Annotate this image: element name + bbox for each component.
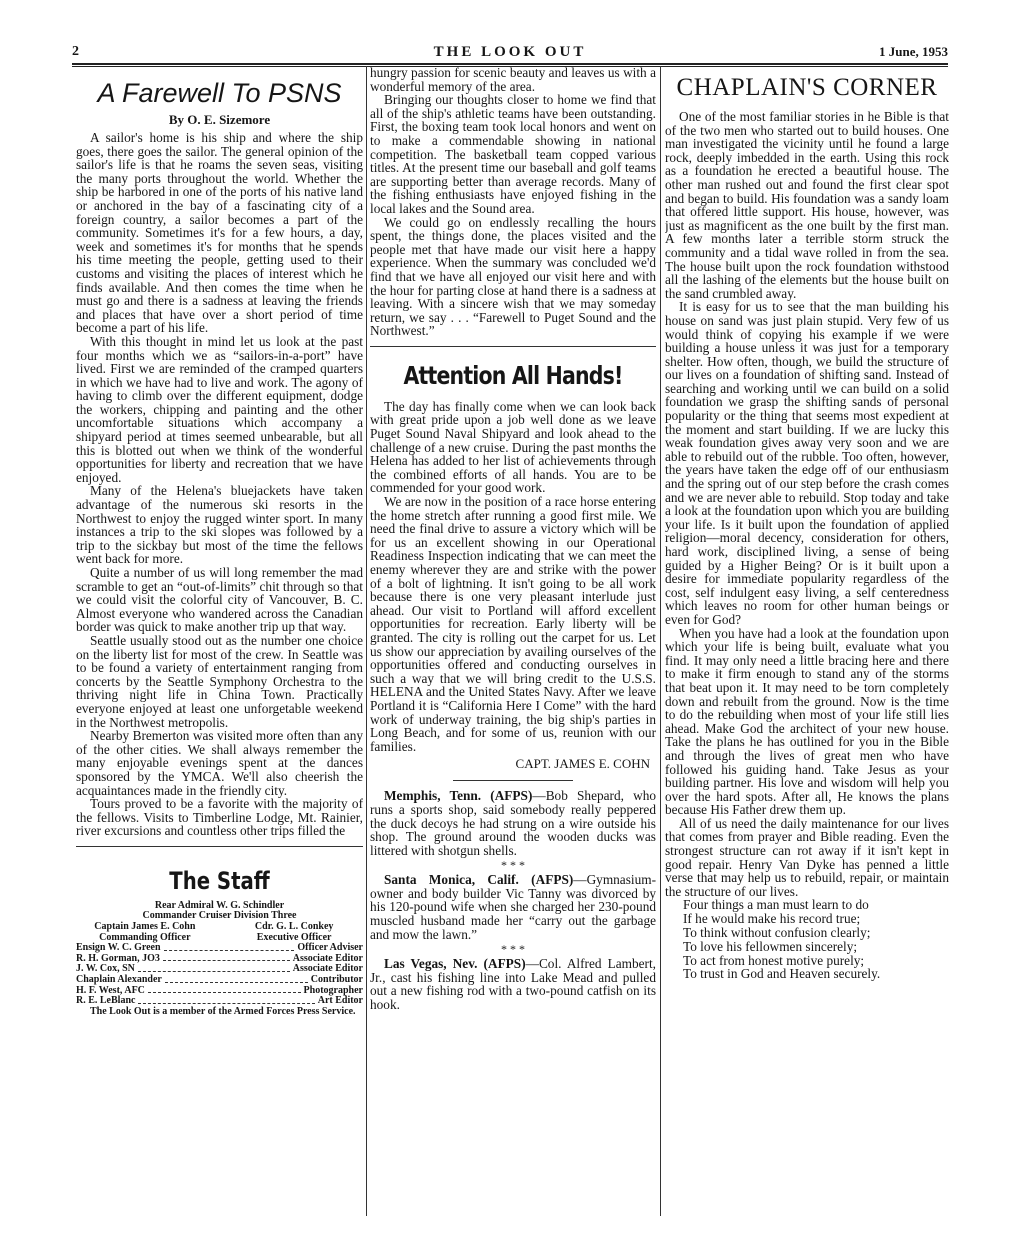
farewell-byline: By O. E. Sizemore (168, 112, 271, 127)
staff-listing: R. H. Gorman, JO3 Associate Editor (76, 952, 363, 964)
column-rule-2 (660, 66, 661, 1216)
farewell-continued: Bringing our thoughts closer to home we find that all of the ship's athletic teams have been outstanding. First, the boxing team took local honors and went on to make a commendable showing in national competition. The basketball team copped various titles. At the present time our baseball and golf teams are supporting better than average records. Many of the fishing enthusiasts have enjoyed fishing in the local lakes and the Sound area. (370, 92, 656, 216)
poem-line: Four things a man must learn to do (683, 897, 869, 913)
farewell-paragraph: Many of the Helena's bluejackets have taken advantage of the numerous ski resorts in the Northwest to enjoy the rugged winter sport. In many instances a trip to the ski slopes was followed by a trip to the sickbay but most of the time the fellows went back for more. (76, 483, 363, 567)
farewell-headline: A Farewell To PSNS (97, 78, 342, 108)
poem-line: If he would make his record true; (683, 911, 861, 927)
staff-listing: H. F. West, AFC Photographer (76, 984, 363, 996)
staff-listing: Chaplain Alexander Contributor (76, 974, 363, 986)
staff-listing: J. W. Cox, SN Associate Editor (76, 963, 363, 975)
header-rule (72, 63, 948, 65)
chaplain-paragraph: All of us need the daily maintenance for our lives that comes from prayer and Bible reading. Even the strongest structure can rot away if it isn't kept in good repair. Henry Van Dyke has penned a little verse that may help us to rebuild, repair, or maintain the structure of our lives. (665, 815, 949, 899)
staff-row: Rear Admiral W. G. Schindler (154, 899, 285, 911)
staff-headline: The Staff (169, 866, 270, 895)
staff-row: Captain James E. Cohn Cdr. G. L. Conkey (94, 921, 334, 933)
chaplain-paragraph: One of the most familiar stories in he Bible is that of the two men who started out to build houses. One man investigated the vicinity until he found a large rock, deeply imbedded in the earth. Using this rock as a foundation he erected a beautiful house. The other man rushed out and found the first clear spot and began to build. His foundation was a sandy loam that offered little support. His house, however, was just as magnificent as the one built by the first man. A few months later a terrible storm struck the community and a tidal wave rolled in from the sea. The house built upon the rock foundation withstood all the lashing of the elements but the house built on the sand crumbled away. (665, 109, 949, 301)
poem-line: To think without confusion clearly; (683, 925, 871, 941)
attention-signature: CAPT. JAMES E. COHN (515, 756, 650, 772)
farewell-paragraph: With this thought in mind let us look at the past four months which we as “sailors-in-a-port” have lived. First we are reminded of the cramped quarters in which we have had to live and work. The agony of having to climb over the different equipment, dodge the workers, chipping and painting and the other uncomfortable situations which accompany a shipyard period at times seemed unbearable, but all this is blotted out when we think of the wonderful opportunities for liberty and recreation that we have enjoyed. (76, 333, 363, 485)
column-1 (76, 66, 363, 1216)
staff-row: Commander Cruiser Division Three (142, 910, 297, 922)
staff-listing: R. E. LeBlanc Art Editor (76, 995, 363, 1007)
separator (453, 780, 573, 781)
stars-divider: * * * (501, 858, 525, 873)
column-rule-1 (366, 66, 367, 1216)
farewell-paragraph: A sailor's home is his ship and where the ship goes, there goes the sailor. The general opinion of the sailor's life is that he roams the seven seas, visiting the many ports throughout the world. Whether the ship be harbored in one of the ports of his native land or anchored in the bay of a fascinating city of a foreign country, a sailor becomes a part of the community. Sometimes it's for a few hours, a day, week and sometimes it's for months that he spends his time meeting the people, getting used to their customs and visiting the places of interest which he finds available. And then comes the time when he must go and there is a sadness at leaving the friends and places that have over a short period of time become a part of his life. (76, 130, 363, 336)
farewell-paragraph: Seattle usually stood out as the number one choice on the liberty list for most of the crew. In Seattle was to be found a variety of entertainment ranging from concerts by the Seattle Symphony Orchestra to the thriving night life in China Town. Practically everyone enjoyed at least one unforgetable weekend in the Northwest metropolis. (76, 632, 363, 730)
poem-line: To act from honest motive purely; (683, 952, 865, 968)
poem-line: To trust in God and Heaven securely. (683, 966, 881, 982)
page-header (72, 44, 948, 64)
poem-line: To love his fellowmen sincerely; (683, 938, 858, 954)
masthead-title: THE LOOK OUT (433, 44, 587, 60)
farewell-paragraph: Tours proved to be a favorite with the majority of the fellows. Visits to Timberline Lodge, Mt. Rainier, river excursions and countless other trips filled the (76, 796, 363, 839)
news-brief: Las Vegas, Nev. (AFPS)—Col. Alfred Lambert, Jr., cast his fishing line into Lake Mead and pulled out a new fishing rod with a two-pound catfish on its hook. (370, 956, 656, 1013)
attention-paragraph: We are now in the position of a race horse entering the home stretch after running a good first mile. We need the final drive to assure a victory which will be for us an excellent showing in our Operational Readiness Inspection indicating that we can meet the enemy wherever they are and strike with the power of a bolt of lightning. It isn't going to be all work because there is one very pleasant interlude just ahead. Our visit to Portland will afford excellent opportunities for recreation. Early liberty will be granted. The city is rolling out the carpet for us. Let us show our appreciation by availing ourselves of the opportunities offered and conducting ourselves in such a way that we will bring credit to the U.S.S. HELENA and the United States Navy. After we leave Portland it is “California Here I Come” with the hard work of underway training, the big ship's parties in Long Beach, and for some of us, reunion with our families. (370, 494, 656, 754)
attention-paragraph: The day has finally come when we can look back with great pride upon a job well done as we leave Puget Sound Naval Shipyard and look ahead to the challenge of a new cruise. During the past months the Helena has added to her list of achievements through the combined efforts of all hands. You are to be commended for your good work. (370, 398, 656, 496)
chaplain-paragraph: It is easy for us to see that the man building his house on sand was just plain stupid. Very few of us would think of copying his example if we were building a house unless it was just for a temporary shelter. How often, though, we build the structure of our lives on a foundation of shifting sand. Instead of searching and working until we can build on a solid foundation we grasp the shifting sands of personal popularity or the thing that seems most expedient at the moment and start building. If we are lucky this weak foundation gives away very soon and we are able to rebuild out of the rubble. Too often, however, the years have taken the edge off of our enthusiasm and the spring out of our step before the crash comes and we are never able to rebuild. Stop today and take a look at the foundation upon which you are building your life. Is it built upon the foundation of applied religion—moral decency, consideration for others, hard work, disciplined living, a sense of being guided by a Higher Being? Or is it built upon a desire for immediate popularity regardless of the cost, self indulgent easy living, a self centeredness which leaves no room for other human beings or even for God? (665, 299, 949, 627)
poem (683, 898, 949, 981)
farewell-paragraph: Nearby Bremerton was visited more often than any of the other cities. We shall always remember the many enjoyable evenings spent at the dances sponsored by the YMCA. We'll also cheerish the acquaintances made in the friendly city. (76, 728, 363, 798)
stars-divider: * * * (501, 942, 525, 957)
chaplain-paragraph: When you have had a look at the foundation upon which your life is being built, evaluate what you find. It may only need a little bracing here and there to make it firm enough to stand any of the storms that beat upon it. It may need to be torn completely down and rebuilt from the ground. Now is the time to do the rebuilding when most of your life still lies ahead. Make God the architect of your new house. Take the plans he has outlined for you in the Bible and through the lives of great men who have followed his guiding hand. Take Jesus as your building partner. His love and wisdom will help you over the hard spots. After all, He knows the plans because His Father drew them up. (665, 625, 949, 818)
staff-listing: Ensign W. C. Green Officer Adviser (76, 942, 363, 954)
page-number: 2 (72, 44, 79, 59)
staff-row: Commanding Officer Executive Officer (99, 931, 332, 943)
staff-box (76, 846, 363, 1018)
column-2 (370, 66, 656, 1216)
news-brief: Memphis, Tenn. (AFPS)—Bob Shepard, who runs a sports shop, said somebody really peppered the duck decoys he had strung on a wire outside his shop. The ground around the wooden ducks was littered with shotgun shells. (370, 788, 656, 858)
farewell-paragraph: Quite a number of us will long remember the mad scramble to get an “out-of-limits” chit through so that we could visit the colorful city of Vancouver, B. C. Almost everyone who wandered across the Canadian border was quick to make another trip up that way. (76, 565, 363, 635)
news-brief: Santa Monica, Calif. (AFPS)—Gymnasium-owner and body builder Vic Tanny was divorced by his 120-pound wife when she charged her 230-pound muscled husband made her “carry out the garbage and mow the lawn.” (370, 872, 656, 942)
chaplain-headline: CHAPLAIN'S CORNER (676, 74, 938, 101)
farewell-continued: hungry passion for scenic beauty and leaves us with a wonderful memory of the area. (370, 66, 656, 94)
issue-date: 1 June, 1953 (879, 44, 948, 59)
attention-section (370, 346, 656, 772)
attention-headline: Attention All Hands! (403, 360, 623, 390)
column-3 (665, 66, 949, 1216)
staff-note: The Look Out is a member of the Armed Forces Press Service. (90, 1005, 356, 1017)
farewell-continued: We could go on endlessly recalling the hours spent, the things done, the places visited and the people met that have made our visit here a happy experience. When the summary was concluded we'd find that we have all enjoyed our visit here and with the hour for parting close at hand there is a sadness at leaving. With a sincere wish that we may someday return, we say . . . “Farewell to Puget Sound and the Northwest.” (370, 214, 656, 339)
